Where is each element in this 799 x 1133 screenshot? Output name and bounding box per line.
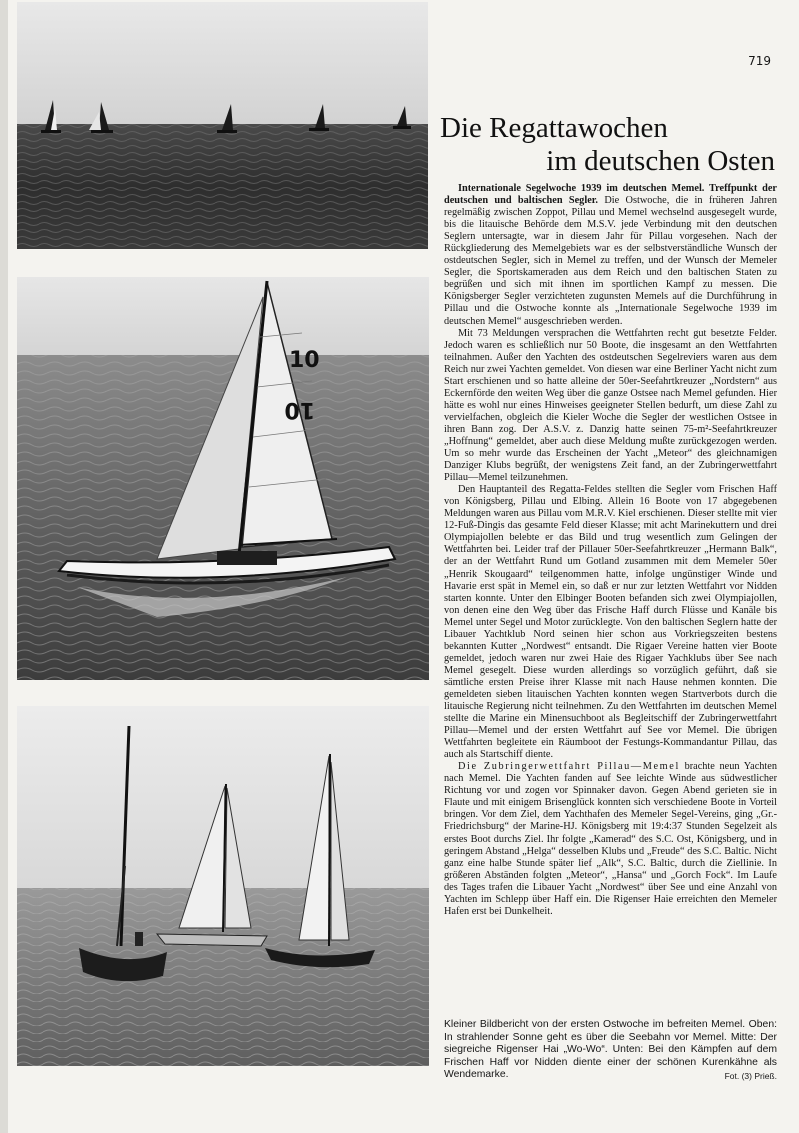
- sail-number-upper: 10: [289, 348, 320, 373]
- photo-credit: Fot. (3) Prieß.: [724, 1070, 777, 1081]
- page-edge: [0, 0, 8, 1133]
- photo-winning-yacht: [17, 277, 429, 680]
- article-paragraph-4: [444, 761, 777, 918]
- photo-caption-text: Kleiner Bildbericht von der ersten Ostwoche im befreiten Memel. Oben: In strahlender Sonne geht es über die Seebahn vor Memel. Mitte: Der siegreiche Rigenser Hai „Wo-Wo“. Unten: Bei den Kämpfen auf dem Frischen Haff vor Nidden diente einer der schönen Kurenkähne als Wendemarke.: [444, 1019, 777, 1081]
- article-lead: Internationale Segelwoche 1939 im deutschen Memel. Treffpunkt der deutschen und baltischen Segler.: [444, 183, 777, 207]
- article-spaced-heading: Die Zubringerwettfahrt Pillau—Memel: [458, 761, 680, 773]
- article-paragraph-3: Den Hauptanteil des Regatta-Feldes stellten die Segler vom Frischen Haff von Königsberg, Pillau und Elbing. Allein 16 Boote von 17 abgegebenen Meldungen waren aus Pillau vom M.R.V. Kiel erschienen. Dieser stellte mit vier 12-Fuß-Dingis das gesamte Feld dieser Klasse; mit acht Marinekuttern und drei Olympiajollen belebte er das Bild und trug wesentlich zum Gelingen der Wettfahrten bei. Leider traf der Pillauer 50er-Seefahrtkreuzer „Hermann Balk“, der an der Wettfahrt Rund um Gotland zusammen mit dem Memeler 50er „Henrik Skougaard“ teilgenommen hatte, infolge ungünstiger Winde und Havarie erst spät in Memel ein, so daß er nur zur letzten Wettfahrt vor Nidden starten konnte. Unter den Elbinger Booten befanden sich zwei Olympiajollen, von denen eine den Weg über das Frische Haff durch Flüsse und Kanäle bis Memel unter Segel und Motor zurücklegte. Von den baltischen Seglern hatte der Libauer Yachtklub Nord seinen hier schon aus Vorkriegszeiten bestens bekannten Kutter „Nordwest“ entsandt. Die Rigaer Vereine hatten vier Boote gemeldet, jedoch waren nur zwei Haie des Rigaer Yachklubs über See nach Memel gesegelt. Diese wurden allerdings so vorzüglich geführt, daß sie sämtliche ersten Preise ihrer Klasse mit nach Hause nehmen konnten. Die gemeldeten sieben litauischen Yachten konnten wegen Startverbots durch die litauische Regierung nicht teilnehmen. Zu den Wettfahrten im deutschen Memel stellte die Marine ein Minensuchboot als Begleitschiff der Zubringerwettfahrt Pillau—Memel und der ersten Wettfahrt auf See vor Memel. Die übrigen Wettfahrten begleitete ein Räumboot der Festungs-Kommandantur Pillau, das auch als Startschiff diente.: [444, 484, 777, 761]
- photo-haff-boats: [17, 706, 429, 1066]
- sail-number-lower: 10: [284, 397, 315, 422]
- article-title: [440, 112, 775, 178]
- article-paragraph-2: Mit 73 Meldungen versprachen die Wettfahrten recht gut besetzte Felder. Jedoch waren es schließlich nur 50 Boote, die insgesamt an den Wettfahrten teilnahmen. Außer den Yachten des ostdeutschen Segelreviers waren aus dem Reich nur zwei Yachten gemeldet. Von diesen war eine Berliner Yacht nicht zum Start erschienen und so hatte alleine der 50er-Seefahrtkreuzer „Nordstern“ aus Eckernförde den weiten Weg über die ganze Ostsee nach Memel gefunden. Hier hätte es wohl nur eines Hinweises geeigneter Stellen bedurft, um diese Zahl zu vervielfachen, obgleich die Kieler Woche die Segler der westlichen Ostsee in ihren Bann zog. Der A.S.V. z. Danzig hatte seinen 75-m²-Seefahrtkreuzer „Hoffnung“ gemeldet, aber auch diese Meldung mußte zurückgezogen werden. Um so mehr wurde das Erscheinen der Yacht „Meteor“ des gleichnamigen Danziger Klubs begrüßt, der wenigstens Zeit fand, an der Zubringerwettfahrt Pillau—Memel teilzunehmen.: [444, 327, 777, 484]
- article-title-line-2: im deutschen Osten: [546, 145, 775, 177]
- photo-regatta-fleet: [17, 2, 428, 249]
- article-paragraph-1-text: Die Ostwoche, die in früheren Jahren regelmäßig zwischen Zoppot, Pillau und Memel wechselnd ausgesegelt wurde, bis die litauische Behörde dem M.S.V. jede Verbindung mit den deutschen Seglern untersagte, war in diesem Jahr für Pillau vorgesehen. Nach der Rückgliederung des Memelgebiets war es der selbstverständliche Wunsch der ostdeutschen Segler, sich in Memel zu treffen, und der Wunsch der Memeler Segler, die Sportskameraden aus dem Reich und den baltischen Staten zu begrüßen und sich mit ihnen im sportlichen Kampf zu messen. Die Königsberger Segler verzichteten zugunsten Memels auf die Durchführung in Pillau und die Ostwoche konnte als „Internationale Segelwoche 1939 im deutschen Memel“ ausgeschrieben werden.: [444, 195, 777, 327]
- article-title-line-1: Die Regattawochen: [440, 112, 668, 144]
- article-paragraph-4-text: brachte neun Yachten nach Memel. Die Yachten fanden auf See leichte Winde aus südwestlicher Richtung vor und zogen vor Spinnaker davon. Gegen Abend gerieten sie in Flaute und mit einigem Brisenglück konnten sich verschiedene Boote in Vorteil bringen. Vor dem Ziel, dem Yachthafen des Memeler Segel-Vereins, ging „Gr.-Friedrichsburg“ der Marine-HJ. Königsberg mit 19:4:37 Stunden Segelzeit als erstes Boot durchs Ziel. Ihr folgte „Kamerad“ des S.C. Ost, Königsberg, und in geringem Abstand „Helga“ desselben Klubs und „Freude“ des S.C. Baltic. Nicht ganz eine halbe Stunde später lief „Alk“, S.C. Baltic, durch die Ziellinie. In größeren Abständen folgten „Meteor“, „Hansa“ und „Gorch Fock“. Im Laufe des Tages trafen die Libauer Yacht „Nordwest“ über See und eine Anzahl von Yachten im Schlepp über Haff ein. Die Rigenser Haie erreichten den Memeler Hafen erst bei Dunkelheit.: [444, 761, 777, 917]
- photo-caption: [444, 1019, 777, 1081]
- article-paragraph-1: [444, 183, 777, 328]
- page-number: 719: [748, 54, 771, 68]
- article-body: [444, 183, 777, 1017]
